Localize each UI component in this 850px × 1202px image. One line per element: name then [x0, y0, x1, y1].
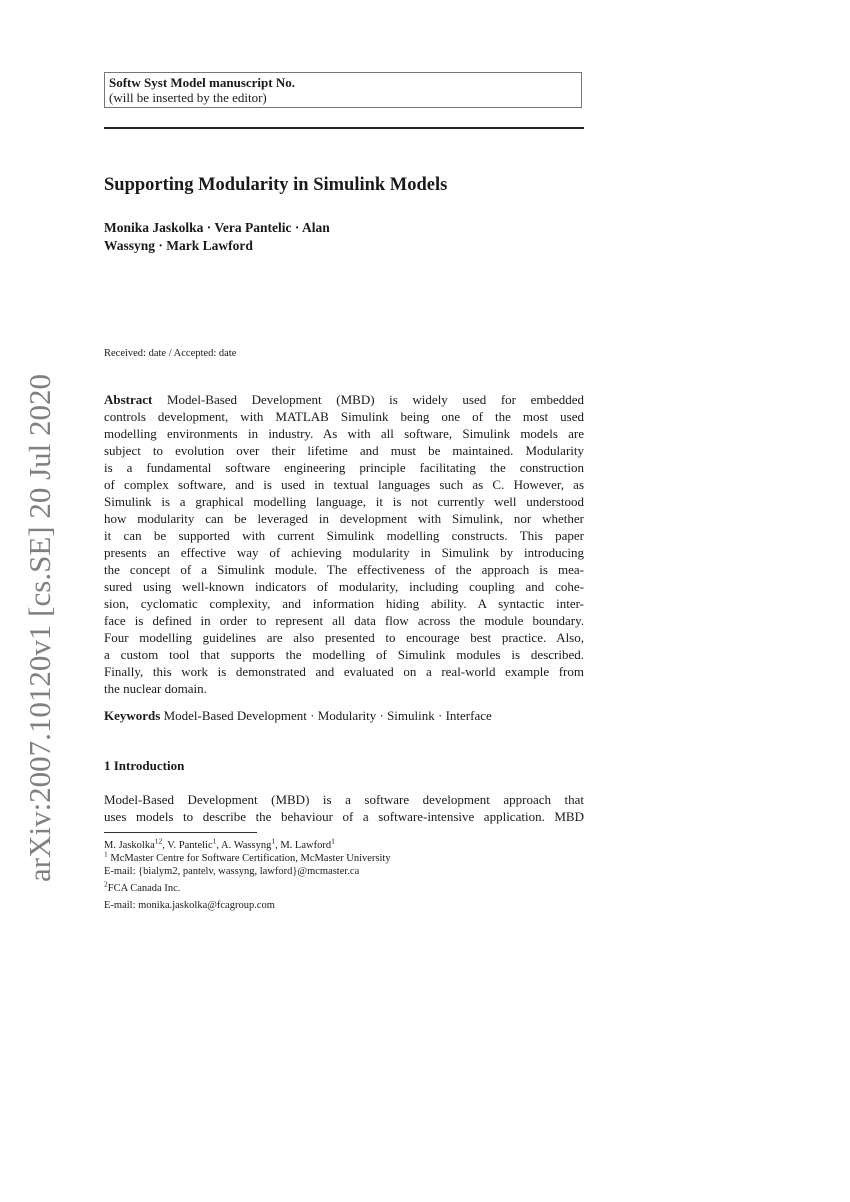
keywords-label: Keywords	[104, 708, 161, 723]
fn-author: , M. Lawford	[275, 840, 332, 851]
abstract-line: sured using well-known indicators of modularity, including coupling and cohe-	[104, 579, 584, 594]
body-line: uses models to describe the behaviour of a software-intensive application. MBD	[104, 809, 584, 824]
fn-sup: 1	[212, 836, 217, 846]
abstract-line	[104, 391, 584, 408]
abstract-line: Four modelling guidelines are also presented to encourage best practice. Also,	[104, 630, 584, 645]
fn-author: , A. Wassyng	[216, 840, 272, 851]
manuscript-header-box	[104, 72, 582, 108]
abstract-text: Model-Based Development (MBD) is widely used for embedded	[167, 392, 585, 407]
body-line: Model-Based Development (MBD) is a software development approach that	[104, 792, 584, 807]
abstract-line: presents an effective way of achieving modularity in Simulink by introducing	[104, 545, 584, 560]
keywords-text: Model-Based Development · Modularity · Simulink · Interface	[163, 708, 492, 723]
abstract-line: of complex software, and is used in textual languages such as C. However, as	[104, 477, 584, 492]
author-list	[104, 219, 584, 255]
abstract-line: sion, cyclomatic complexity, and information hiding ability. A syntactic inter-	[104, 596, 584, 611]
abstract-line: Finally, this work is demonstrated and evaluated on a real-world example from	[104, 664, 584, 679]
fn-author: , V. Pantelic	[162, 840, 213, 851]
footnote-email-2: E-mail: monika.jaskolka@fcagroup.com	[104, 900, 275, 911]
fn-sup: 1	[271, 836, 276, 846]
received-date: Received: date / Accepted: date	[104, 348, 237, 359]
abstract-line: is a fundamental software engineering principle facilitating the construction	[104, 460, 584, 475]
footnote-rule	[104, 832, 257, 833]
abstract-line: how modularity can be leveraged in development with Simulink, nor whether	[104, 511, 584, 526]
fn-sup: 12	[154, 836, 163, 846]
abstract-line: a custom tool that supports the modelling of Simulink modules is described.	[104, 647, 584, 662]
footnote-authors	[104, 836, 335, 852]
footnote-affiliation-2	[104, 879, 181, 895]
footnote-affiliation-1	[104, 849, 391, 865]
header-rule	[104, 127, 584, 129]
abstract-line: the concept of a Simulink module. The effectiveness of the approach is mea-	[104, 562, 584, 577]
fn-author: M. Jaskolka	[104, 840, 155, 851]
fn-sup: 1	[331, 836, 335, 846]
footnote-email-1: E-mail: {bialym2, pantelv, wassyng, lawford}@mcmaster.ca	[104, 866, 360, 877]
abstract-line: face is defined in order to represent all data flow across the module boundary.	[104, 613, 584, 628]
fn-text: FCA Canada Inc.	[107, 883, 181, 894]
editor-note: (will be inserted by the editor)	[109, 90, 267, 105]
fn-text: McMaster Centre for Software Certification, McMaster University	[107, 853, 391, 864]
abstract-line: modelling environments in industry. As with all software, Simulink models are	[104, 426, 584, 441]
abstract-label: Abstract	[104, 392, 153, 407]
section-heading: 1 Introduction	[104, 758, 185, 773]
abstract-line: subject to evolution over their lifetime and must be maintained. Modularity	[104, 443, 584, 458]
paper-title: Supporting Modularity in Simulink Models	[104, 175, 448, 195]
journal-name: Softw Syst Model manuscript No.	[109, 75, 295, 90]
abstract-line: it can be supported with current Simulink modelling constructs. This paper	[104, 528, 584, 543]
keywords	[104, 708, 584, 724]
author-line: Monika Jaskolka · Vera Pantelic · Alan	[104, 220, 330, 235]
fn-sup: 1	[104, 849, 108, 859]
abstract-line: controls development, with MATLAB Simulink being one of the most used	[104, 409, 584, 424]
abstract-line: Simulink is a graphical modelling language, it is not currently well understood	[104, 494, 584, 509]
author-line: Wassyng · Mark Lawford	[104, 238, 253, 253]
fn-sup: 2	[104, 879, 108, 889]
abstract-line: the nuclear domain.	[104, 681, 207, 696]
arxiv-identifier: arXiv:2007.10120v1 [cs.SE] 20 Jul 2020	[22, 373, 57, 883]
